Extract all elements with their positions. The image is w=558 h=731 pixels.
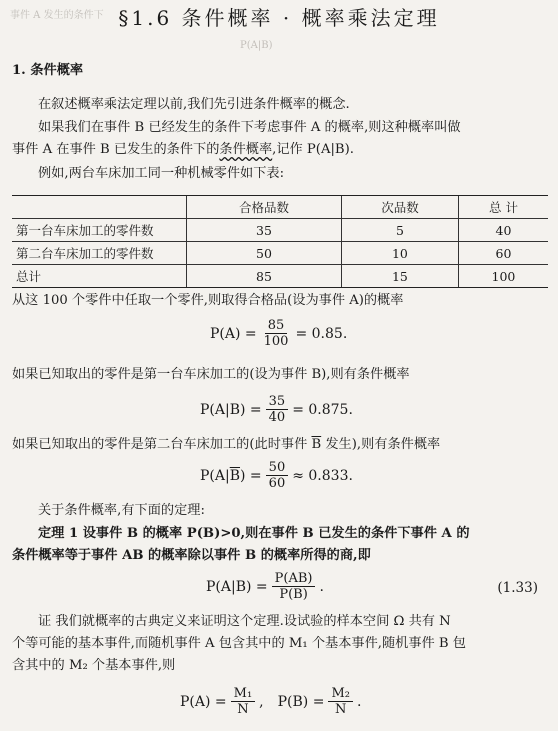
table-cell: 第二台车床加工的零件数 [12,242,187,265]
formula-lhs: P(A|B) = [206,578,268,595]
numerator: M₁ [231,686,256,702]
table-cell: 40 [458,219,548,242]
fraction [231,686,256,717]
table-cell: 35 [187,219,342,242]
table-header-cell: 总 计 [458,196,548,219]
formula-lhs: P(B) = [277,693,325,710]
separator: , [259,693,264,710]
text-span: ,记作 P(A|B). [272,142,354,157]
paragraph [12,434,546,455]
paragraph: 如果已知取出的零件是第一台车床加工的(设为事件 B),则有条件概率 [12,367,410,382]
bleed-through-text: 事件 A 发生的条件下 [10,10,104,21]
table-cell: 5 [341,219,458,242]
fraction [261,318,292,349]
formula-lhs: P(A) = [210,325,257,342]
table-header-cell: 合格品数 [187,196,342,219]
numerator: 85 [265,318,288,334]
paragraph: 关于条件概率,有下面的定理: [38,503,205,518]
complement-symbol: $\overline{B}$ [311,437,322,452]
table-header-cell [12,196,187,219]
numerator: 50 [266,460,289,476]
formula [180,686,361,717]
table-row [12,265,548,288]
formula [210,318,347,349]
formula-rhs: = 0.875. [292,401,353,418]
table-cell: 15 [341,265,458,288]
equation-number: (1.33) [497,580,538,596]
paragraph: 证 我们就概率的古典定义来证明这个定理.设试验的样本空间 Ω 共有 N [38,614,451,629]
theorem: 条件概率等于事件 AB 的概率除以事件 B 的概率所得的商,即 [12,548,371,563]
formula-rhs: . [319,578,324,595]
paragraph: 个等可能的基本事件,而随机事件 A 包含其中的 M₁ 个基本事件,随机事件 B 包 [12,636,466,651]
table-header-cell: 次品数 [341,196,458,219]
paragraph: 从这 100 个零件中任取一个零件,则取得合格品(设为事件 A)的概率 [12,293,404,308]
denominator: N [237,702,249,717]
fraction [272,571,316,602]
paragraph: 在叙述概率乘法定理以前,我们先引进条件概率的概念. [38,97,350,112]
subsection-title: 1. 条件概率 [12,63,84,78]
table-cell: 10 [341,242,458,265]
data-table [12,195,548,288]
formula-lhs: ) = [240,467,262,484]
paragraph: 如果我们在事件 B 已经发生的条件下考虑事件 A 的概率,则这种概率叫做 [38,120,461,135]
numerator: P(AB) [272,571,316,587]
text-span: 事件 A 在事件 B 已发生的条件下的 [12,142,220,157]
table-cell: 总计 [12,265,187,288]
text-span: 发生),则有条件概率 [321,437,441,452]
table-header-row [12,196,548,219]
denominator: 40 [268,410,286,425]
fraction [328,686,353,717]
formula-lhs: P(A|B) = [200,401,262,418]
formula [200,460,353,491]
denominator: 100 [263,334,289,349]
numerator: 35 [266,394,289,410]
table-cell: 85 [187,265,342,288]
table-cell: 60 [458,242,548,265]
paragraph: 例如,两台车床加工同一种机械零件如下表: [38,166,285,181]
fraction [266,394,289,425]
paragraph: 含其中的 M₂ 个基本事件,则 [12,658,176,673]
fraction [266,460,289,491]
formula-rhs: . [356,693,362,710]
text-span: 如果已知取出的零件是第二台车床加工的(此时事件 [12,437,312,452]
table-cell: 100 [458,265,548,288]
table-cell: 第一台车床加工的零件数 [12,219,187,242]
formula-rhs: = 0.85. [295,325,348,342]
table-row [12,219,548,242]
denominator: 60 [268,476,286,491]
section-heading: §1.6 条件概率 · 概率乘法定理 [118,6,440,30]
paragraph [12,139,546,160]
denominator: N [335,702,347,717]
formula-rhs: ≈ 0.833. [292,467,353,484]
bleed-through-text: P(A|B) [240,40,273,51]
denominator: P(B) [279,587,308,602]
table-row [12,242,548,265]
formula-lhs: P(A) = [180,693,227,710]
theorem: 定理 1 设事件 B 的概率 P(B)>0,则在事件 B 已发生的条件下事件 A 的 [38,526,470,541]
formula [206,571,324,602]
formula-lhs: P(A| [200,467,230,484]
table-cell: 50 [187,242,342,265]
complement-symbol: $\overline{B}$ [229,467,241,484]
defined-term: 条件概率 [219,142,273,157]
formula [200,394,353,425]
numerator: M₂ [328,686,353,702]
